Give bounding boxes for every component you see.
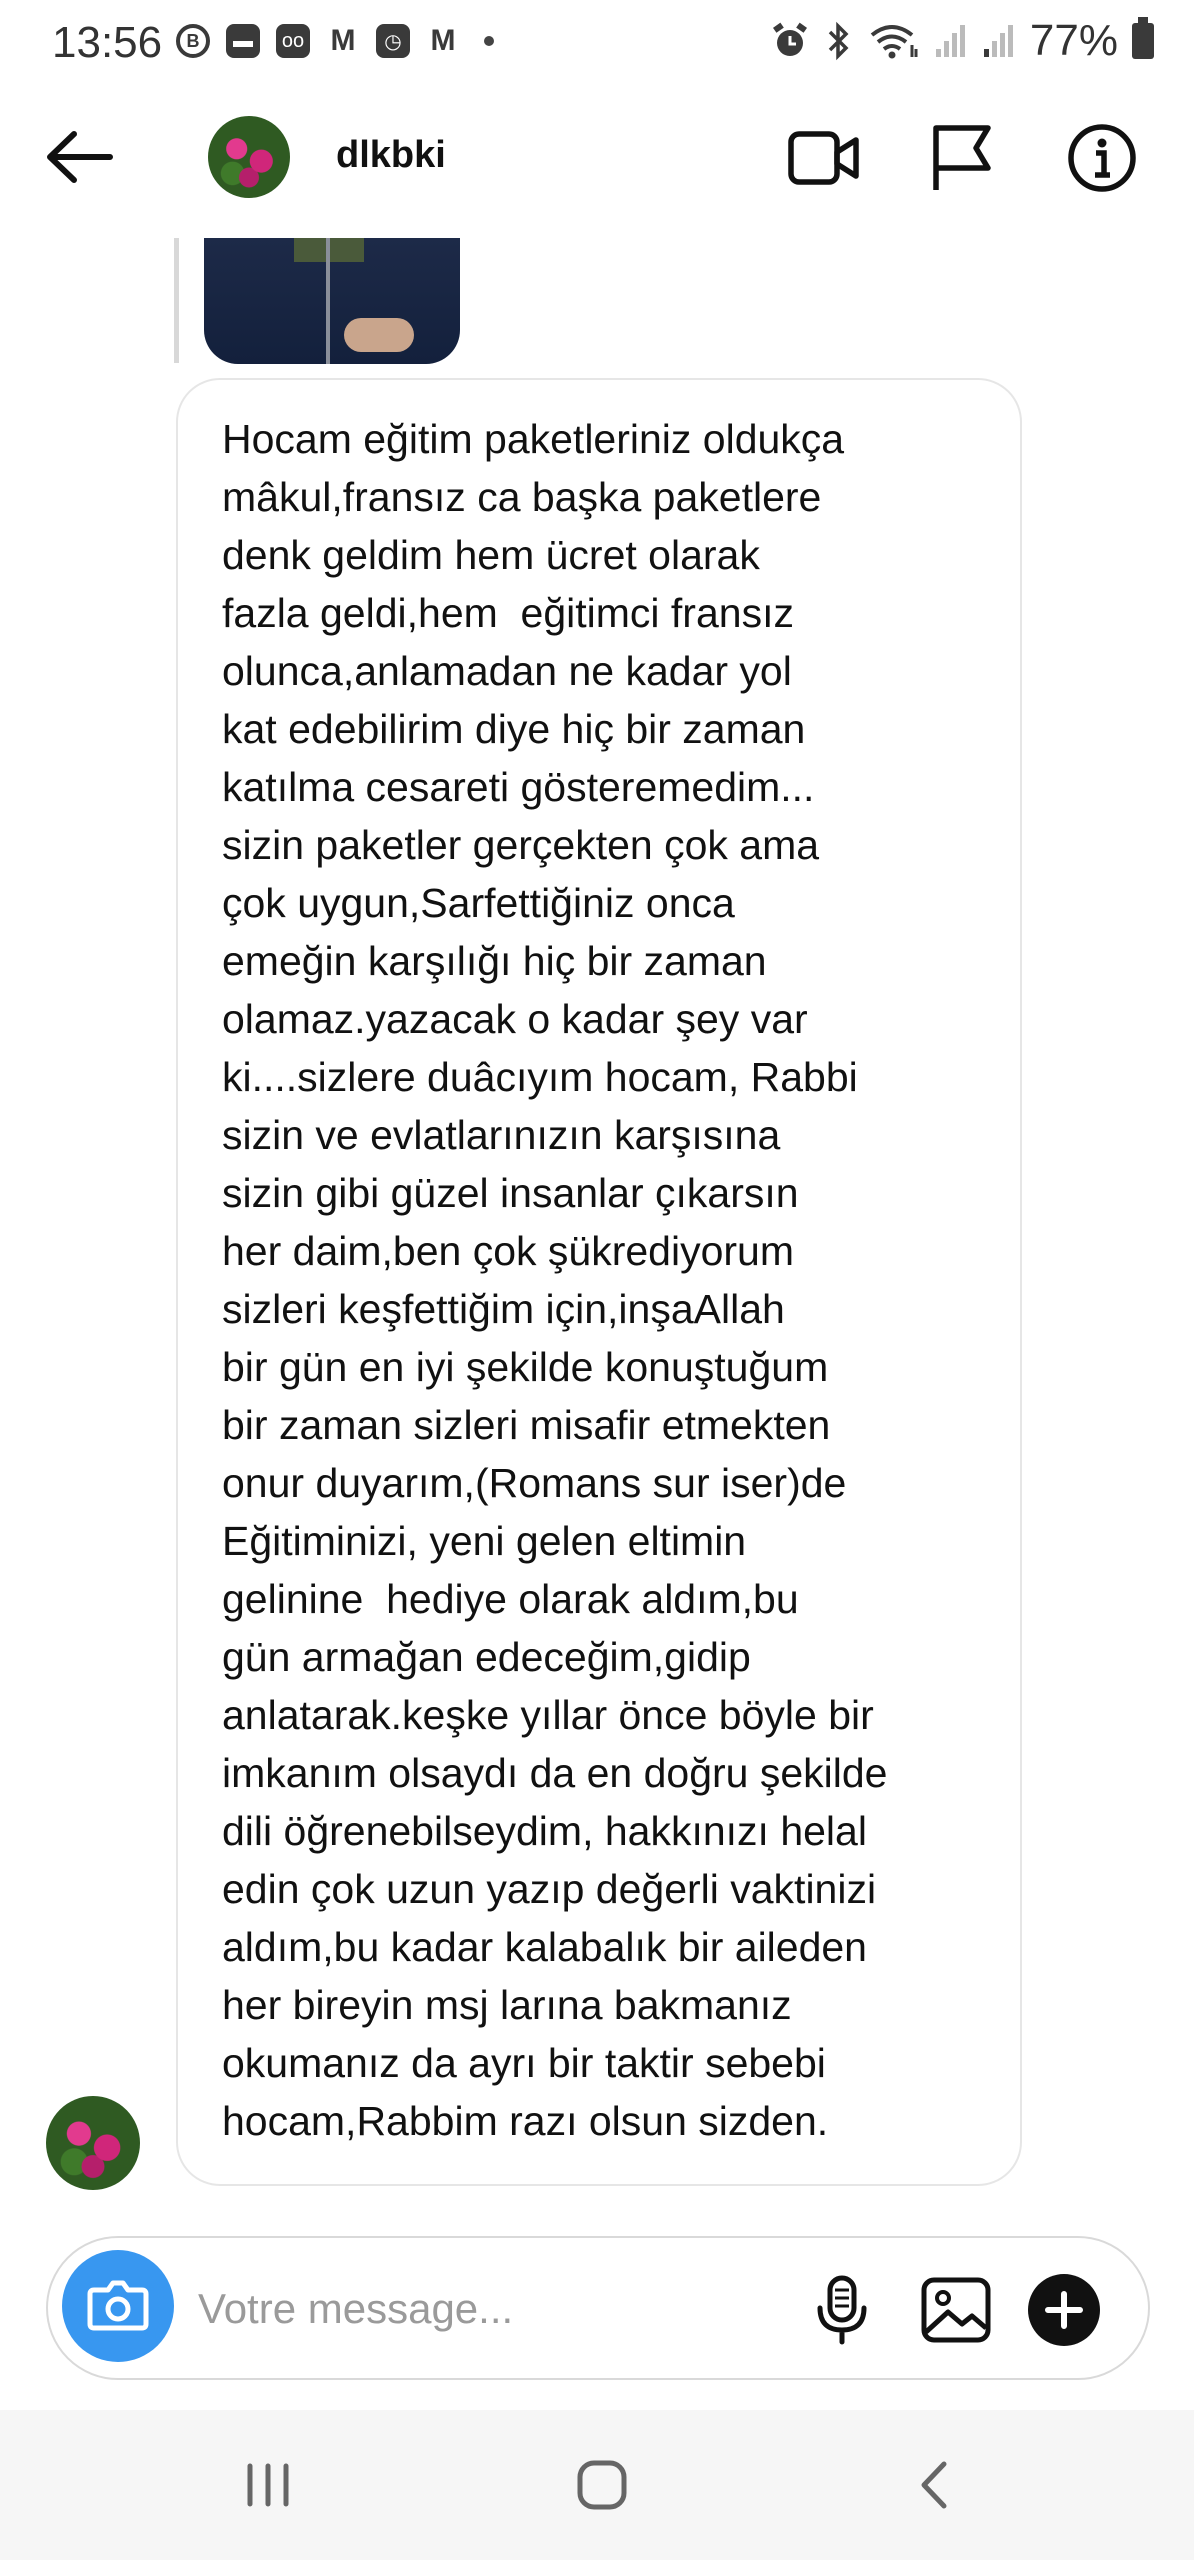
message-composer [46,2236,1150,2380]
microphone-icon [802,2270,882,2350]
voicemail-icon: oo [276,24,310,58]
system-icons [770,16,1154,66]
clock-app-icon: ◷ [376,24,410,58]
alarm-icon [770,21,810,61]
camera-button[interactable] [62,2250,174,2362]
signal-icon-1 [934,21,968,61]
more-notifications-dot-icon [484,36,494,46]
info-button[interactable] [1064,120,1140,196]
info-icon [1064,120,1140,196]
bluetooth-icon [824,21,854,61]
chat-username[interactable]: dlkbki [336,134,446,176]
chat-header [0,100,1194,215]
chevron-left-icon [896,2450,976,2520]
avatar[interactable] [208,116,290,198]
wifi-icon [868,21,920,61]
voice-message-button[interactable] [802,2270,882,2350]
camera-icon [62,2250,174,2362]
gallery-button[interactable] [916,2270,996,2350]
plus-icon [1028,2274,1100,2346]
sender-avatar[interactable] [46,2096,140,2190]
recent-apps-icon [228,2450,308,2520]
more-options-button[interactable] [1028,2274,1100,2346]
home-icon [562,2450,642,2520]
flag-icon [924,120,1000,196]
home-button[interactable] [562,2450,642,2520]
video-camera-icon [786,120,862,196]
battery-percent: 77% [1029,16,1118,65]
reply-indicator-line [174,238,179,363]
recent-apps-button[interactable] [228,2450,308,2520]
battery-icon [1132,23,1154,59]
status-bar [0,0,1194,92]
arrow-left-icon [40,122,120,192]
notification-icons [176,24,494,58]
system-navigation-bar [0,2410,1194,2560]
system-back-button[interactable] [896,2450,976,2520]
image-icon [916,2270,996,2350]
video-call-button[interactable] [786,120,862,196]
signal-icon-2 [982,21,1016,61]
gmail-icon: M [330,24,356,57]
status-time: 13:56 [52,18,163,67]
b-app-icon: B [176,24,210,58]
shared-photo[interactable] [204,238,460,364]
message-input[interactable] [196,2278,760,2340]
back-button[interactable] [40,122,120,192]
gmail-icon-2: M [430,24,456,57]
message-text: Hocam eğitim paketleriniz oldukça mâkul,fransız ca başka paketlere denk geldim hem ücret olarak fazla geldi,hem eğitimci fransız olunca,anlamadan ne kadar yol kat edebilirim diye hiç bir zaman katılma cesareti gösteremedim... sizin paketler gerçekten çok ama çok uygun,Sarfettiğiniz onca emeğin karşılığı hiç bir zaman olamaz.yazacak o kadar şey var ki....sizlere duâcıyım hocam, Rabbi sizin ve evlatlarınızın karşısına sizin gibi güzel insanlar çıkarsın her daim,ben çok şükrediyorum sizleri keşfettiğim için,inşaAllah bir gün en iyi şekilde konuştuğum bir zaman sizleri misafir etmekten onur duyarım,(Romans sur iser)de Eğitiminizi, yeni gelen eltimin gelinine hediye olarak aldım,bu gün armağan edeceğim,gidip anlatarak.keşke yıllar önce böyle bir imkanım olsaydı da en doğru şekilde dili öğrenebilseydim, hakkınızı helal edin çok uzun yazıp değerli vaktinizi aldım,bu kadar kalabalık bir aileden her bireyin msj larına bakmanız okumanız da ayrı bir taktir sebebi hocam,Rabbim razı olsun sizden. [222,416,888,2144]
chat-notification-icon: ▬ [226,24,260,58]
report-button[interactable] [924,120,1000,196]
message-bubble[interactable] [176,378,1022,2186]
